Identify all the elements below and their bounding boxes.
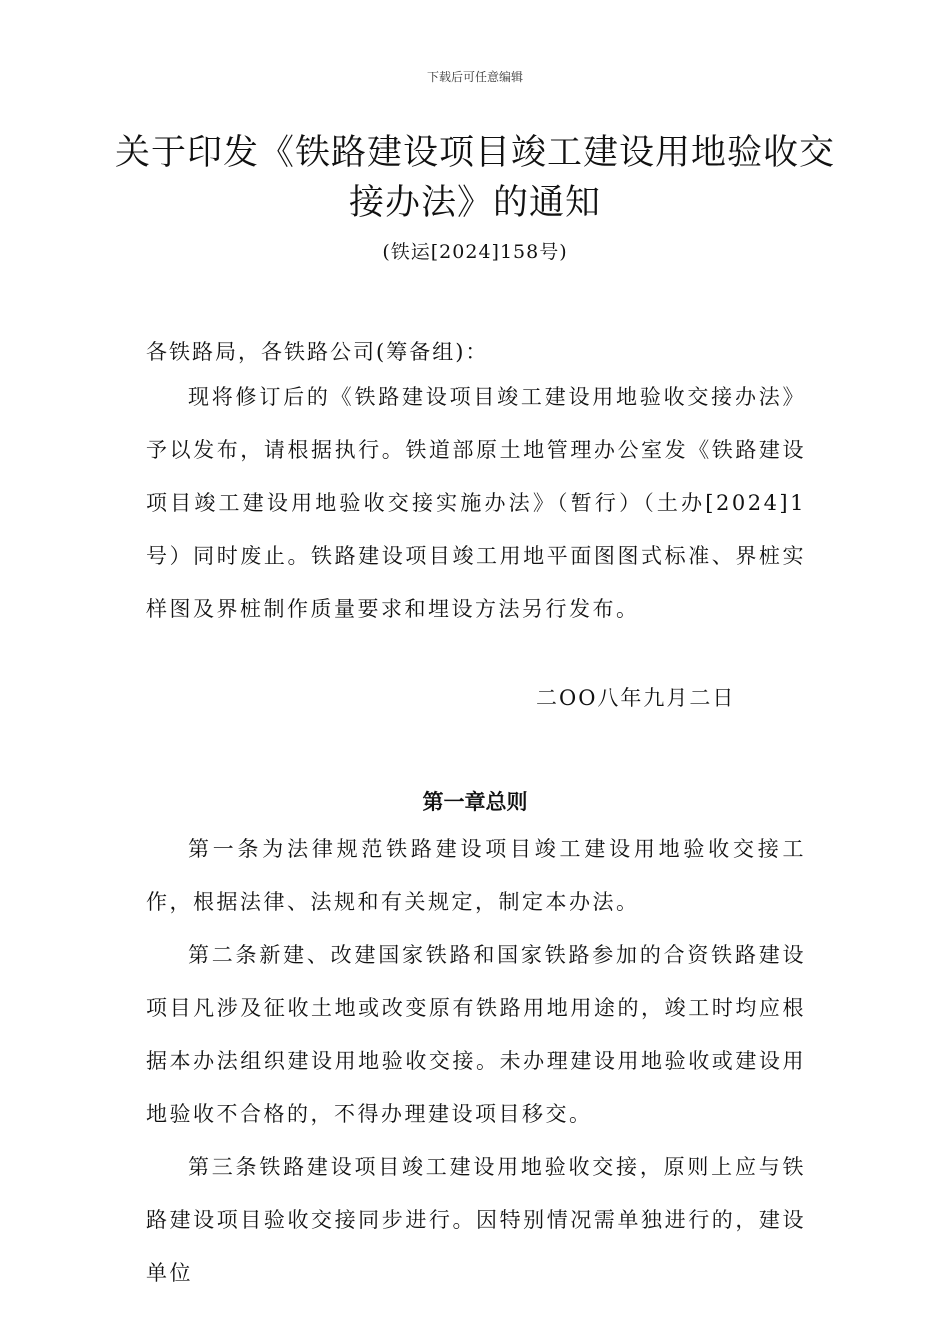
article-paragraph: 第二条新建、改建国家铁路和国家铁路参加的合资铁路建设项目凡涉及征收土地或改变原有铁路用地用途的，竣工时均应根据本办法组织建设用地验收交接。未办理建设用地验收或建设用地验收不合格的，不得办理建设项目移交。 xyxy=(146,943,806,1126)
salutation: 各铁路局，各铁路公司(筹备组)： xyxy=(146,340,489,364)
article-paragraph: 第三条铁路建设项目竣工建设用地验收交接，原则上应与铁路建设项目验收交接同步进行。因特别情况需单独进行的，建设单位 xyxy=(146,1155,806,1285)
header-note: 下载后可任意编辑 xyxy=(426,70,523,84)
document-number: (铁运[2024]158号) xyxy=(382,241,568,263)
issue-date: 二OO八年九月二日 xyxy=(536,686,736,710)
intro-paragraph: 现将修订后的《铁路建设项目竣工建设用地验收交接办法》予以发布，请根据执行。铁道部原土地管理办公室发《铁路建设项目竣工建设用地验收交接实施办法》（暂行）（土办[2024]1号）同时废止。铁路建设项目竣工用地平面图图式标准、界桩实样图及界桩制作质量要求和埋设方法另行发布。 xyxy=(146,385,806,621)
chapter-title: 第一章总则 xyxy=(422,790,528,814)
document-title: 关于印发《铁路建设项目竣工建设用地验收交接办法》的通知 xyxy=(114,133,835,223)
article-paragraph: 第一条为法律规范铁路建设项目竣工建设用地验收交接工作，根据法律、法规和有关规定，制定本办法。 xyxy=(146,837,806,914)
